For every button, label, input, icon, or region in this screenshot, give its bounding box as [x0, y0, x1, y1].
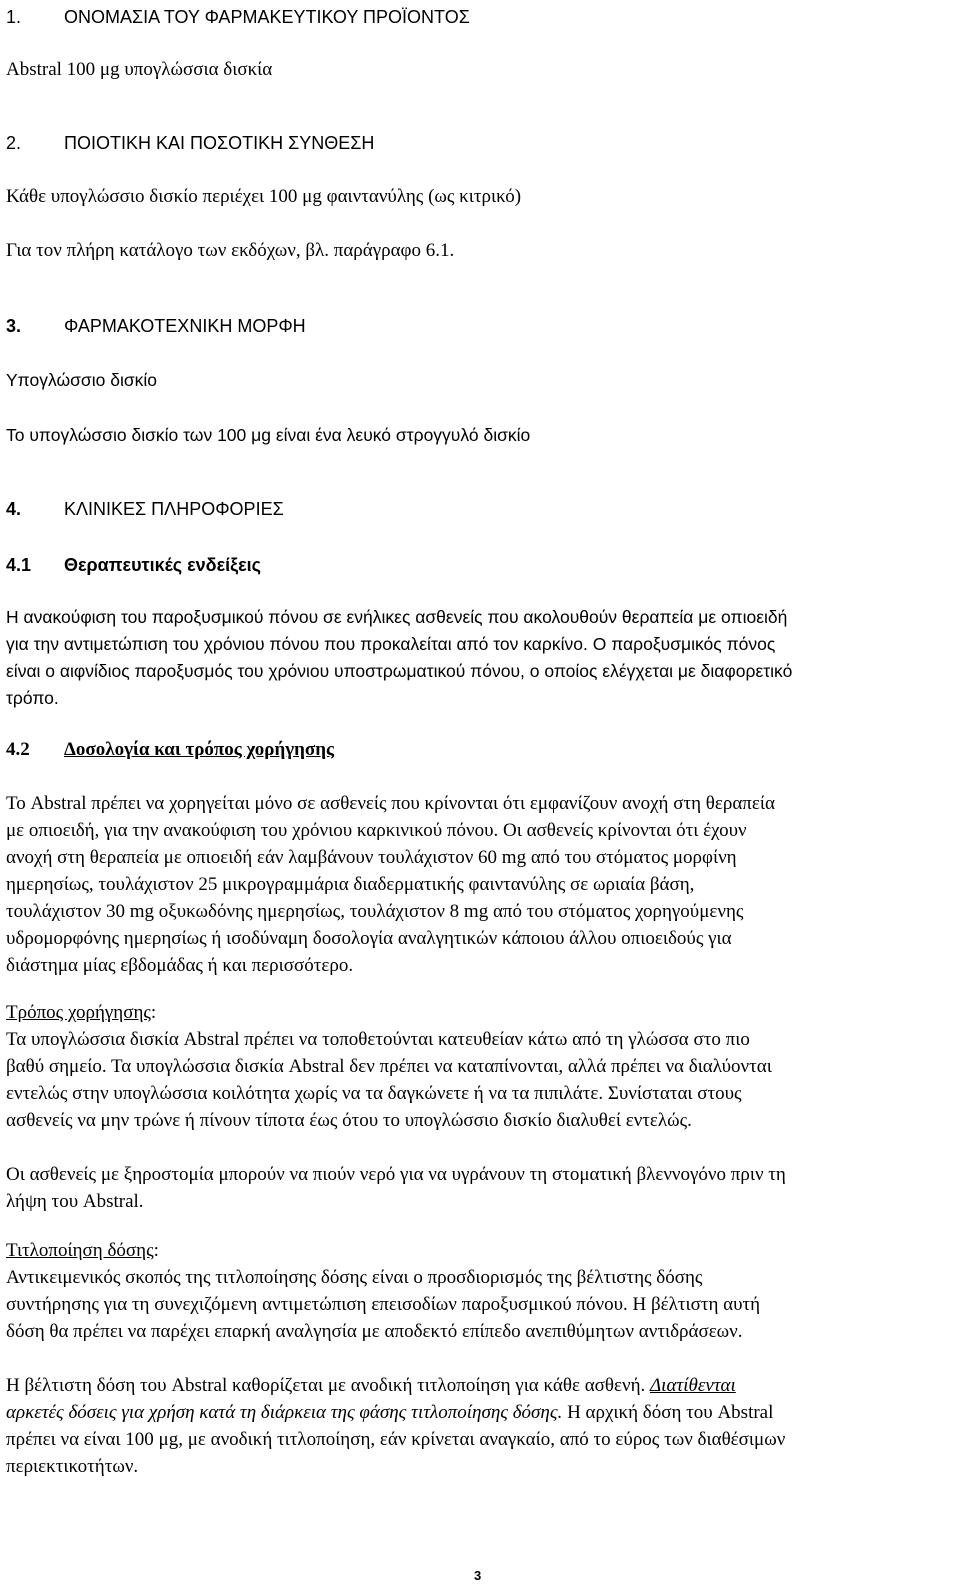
dosage-form-description: Το υπογλώσσιο δισκίο των 100 μg είναι ένα λευκό στρογγυλό δισκίο	[6, 425, 531, 445]
titration-line: δόση θα πρέπει να παρέχει επαρκή αναλγησία με αποδεκτό επίπεδο ανεπιθύμητων αντιδράσεων.	[6, 1321, 743, 1342]
administration-line: εντελώς στην υπογλώσσια κοιλότητα χωρίς να τα δαγκώνετε ή να τα πιπιλάτε. Συνίσταται στους	[6, 1083, 742, 1104]
administration-line: ασθενείς να μην τρώνε ή πίνουν τίποτα έως ότου το υπογλώσσιο δισκίο διαλυθεί εντελώς.	[6, 1110, 692, 1131]
excipients-reference: Για τον πλήρη κατάλογο των εκδόχων, βλ. παράγραφο 6.1.	[6, 240, 455, 261]
section-2-heading: 2. ΠΟΙΟΤΙΚΗ ΚΑΙ ΠΟΣΟΤΙΚΗ ΣΥΝΘΕΣΗ	[6, 133, 375, 153]
titration-subheading: Τιτλοποίηση δόσης:	[6, 1240, 159, 1261]
administration-subheading: Τρόπος χορήγησης:	[6, 1002, 157, 1023]
posology-line: διάστημα μίας εβδομάδας ή και περισσότερο.	[6, 955, 354, 976]
dosage-form: Υπογλώσσιο δισκίο	[6, 370, 158, 390]
product-name: Abstral 100 μg υπογλώσσια δισκία	[6, 59, 273, 80]
section-1-heading: 1. ΟΝΟΜΑΣΙΑ ΤΟΥ ΦΑΡΜΑΚΕΥΤΙΚΟΥ ΠΡΟΪΟΝΤΟΣ	[6, 7, 470, 27]
titration-line: συντήρησης για τη συνεχιζόμενη αντιμετώπιση επεισοδίων παροξυσμικού πόνου. Η βέλτιστη αυτή	[6, 1294, 761, 1315]
titration-line: Αντικειμενικός σκοπός της τιτλοποίησης δόσης είναι ο προσδιορισμός της βέλτιστης δόσης	[6, 1267, 703, 1288]
optimal-dose-line: περιεκτικοτήτων.	[6, 1456, 139, 1477]
administration-line: Τα υπογλώσσια δισκία Abstral πρέπει να τοποθετούνται κατευθείαν κάτω από τη γλώσσα στο πιο	[6, 1029, 750, 1050]
posology-line: υδρομορφόνης ημερησίως ή ισοδύναμη δοσολογία αναλγητικών κάποιου άλλου οπιοειδούς για	[6, 928, 732, 949]
indications-line: τρόπο.	[6, 688, 59, 708]
section-4-1-heading: 4.1 Θεραπευτικές ενδείξεις	[6, 555, 262, 575]
section-4-2-heading: 4.2 Δοσολογία και τρόπος χορήγησης	[6, 739, 335, 760]
posology-line: Το Abstral πρέπει να χορηγείται μόνο σε ασθενείς που κρίνονται ότι εμφανίζουν ανοχή στη θεραπεία	[6, 793, 775, 814]
section-4-heading: 4. ΚΛΙΝΙΚΕΣ ΠΛΗΡΟΦΟΡΙΕΣ	[6, 499, 284, 519]
optimal-dose-line: πρέπει να είναι 100 μg, με ανοδική τιτλοποίηση, εάν κρίνεται αναγκαίο, από το εύρος των διαθέσιμων	[6, 1429, 786, 1450]
optimal-dose-line: Η βέλτιστη δόση του Abstral καθορίζεται με ανοδική τιτλοποίηση για κάθε ασθενή. Διατίθενται	[6, 1375, 736, 1396]
indications-line: είναι ο αιφνίδιος παροξυσμός του χρόνιου υποστρωματικού πόνου, ο οποίος ελέγχεται με διαφορετικό	[6, 661, 793, 681]
page-number: 3	[474, 1568, 482, 1583]
posology-line: ανοχή στη θεραπεία με οπιοειδή εάν λαμβάνουν τουλάχιστον 60 mg από του στόματος μορφίνη	[6, 847, 737, 868]
dry-mouth-line: λήψη του Abstral.	[6, 1191, 144, 1212]
posology-line: ημερησίως, τουλάχιστον 25 μικρογραμμάρια διαδερματικής φαιντανύλης σε ωριαία βάση,	[6, 874, 695, 895]
dry-mouth-line: Οι ασθενείς με ξηροστομία μπορούν να πιούν νερό για να υγράνουν τη στοματική βλεννογόνο πριν τη	[6, 1164, 786, 1185]
posology-line: με οπιοειδή, για την ανακούφιση του χρόνιου καρκινικού πόνου. Οι ασθενείς κρίνονται ότι έχουν	[6, 820, 747, 841]
indications-line: Η ανακούφιση του παροξυσμικού πόνου σε ενήλικες ασθενείς που ακολουθούν θεραπεία με οπιοειδή	[6, 607, 788, 627]
administration-line: βαθύ σημείο. Τα υπογλώσσια δισκία Abstral δεν πρέπει να καταπίνονται, αλλά πρέπει να διαλύονται	[6, 1056, 772, 1077]
composition-text: Κάθε υπογλώσσιο δισκίο περιέχει 100 μg φαιντανύλης (ως κιτρικό)	[6, 186, 522, 207]
posology-line: τουλάχιστον 30 mg οξυκωδόνης ημερησίως, τουλάχιστον 8 mg από του στόματος χορηγούμενης	[6, 901, 744, 922]
section-3-heading: 3. ΦΑΡΜΑΚΟΤΕΧΝΙΚΗ ΜΟΡΦΗ	[6, 316, 306, 336]
optimal-dose-line: αρκετές δόσεις για χρήση κατά τη διάρκεια της φάσης τιτλοποίησης δόσης. Η αρχική δόση του Abstral	[6, 1402, 774, 1423]
indications-line: για την αντιμετώπιση του χρόνιου πόνου που προκαλείται από τον καρκίνο. Ο παροξυσμικός πόνος	[6, 634, 776, 654]
